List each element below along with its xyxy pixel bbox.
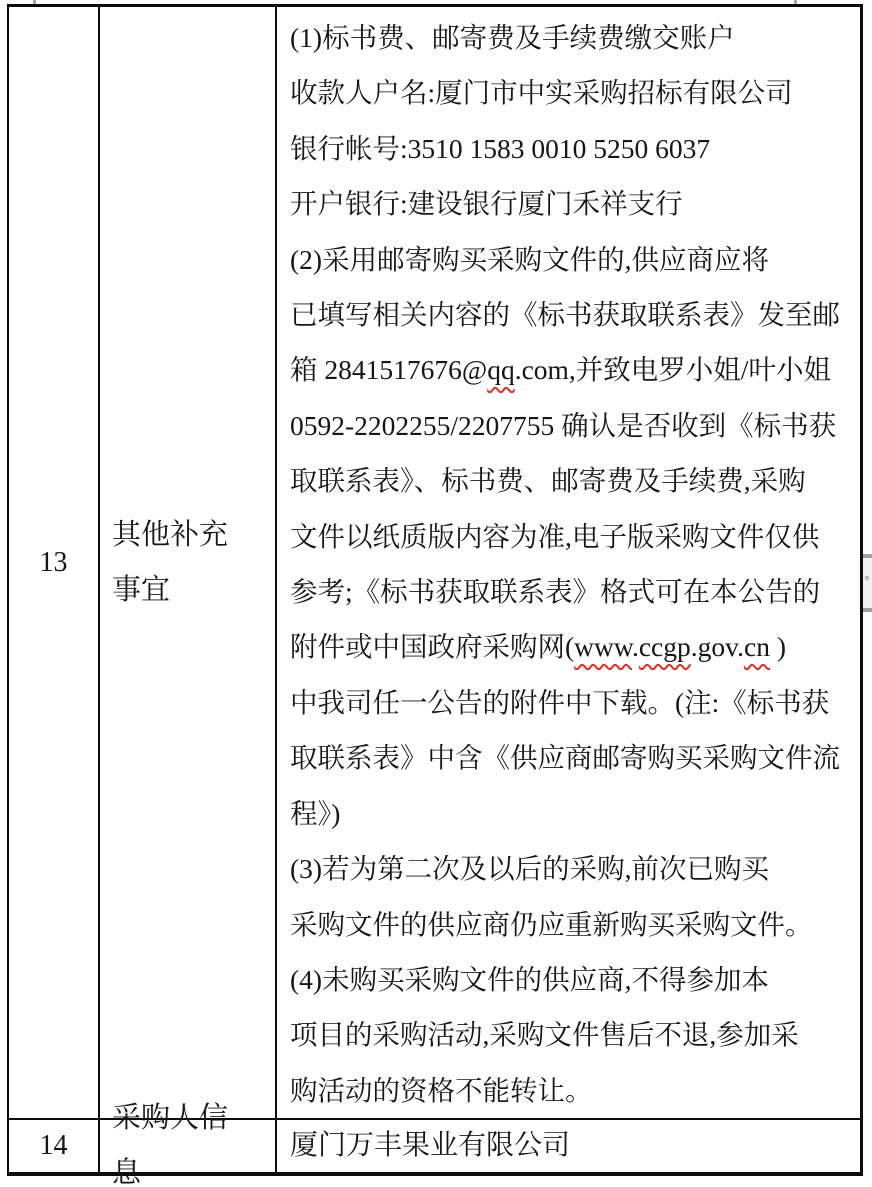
text-segment: 项目的采购活动,采购文件售后不退,参加采 [290, 1019, 799, 1051]
text-segment: 开户银行:建设银行厦门禾祥支行 [290, 188, 683, 220]
text-segment: 取联系表》中含《供应商邮寄购买采购文件流 [290, 742, 840, 774]
content-line [290, 1063, 858, 1118]
vertical-scrollbar-fragment[interactable] [863, 554, 872, 612]
text-segment: 箱 2841517676@ [290, 354, 488, 386]
row-13-number-cell [9, 7, 100, 1120]
text-segment: 中我司任一公告的附件中下载。(注:《标书获 [290, 686, 830, 718]
row-13-content-cell [277, 7, 860, 1120]
text-segment: 银行帐号:3510 1583 0010 5250 6037 [290, 132, 711, 164]
spellcheck-flagged-text: ccgp [638, 631, 691, 663]
content-line [290, 10, 858, 65]
text-segment: .gov. [690, 631, 744, 663]
content-line [290, 952, 858, 1007]
spellcheck-flagged-text: qq [487, 354, 515, 386]
content-line [290, 509, 858, 564]
text-segment: 0592-2202255/2207755 确认是否收到《标书获 [290, 409, 837, 441]
content-line [290, 65, 858, 120]
row-number: 14 [39, 1130, 68, 1161]
procurement-notice-table [7, 4, 863, 1187]
row-label: 其他补充事宜 [112, 518, 229, 606]
content-line [290, 287, 858, 342]
spellcheck-flagged-text: cn [743, 631, 770, 663]
text-segment: .com,并致电罗小姐/叶小姐 [514, 354, 831, 386]
content-line [290, 675, 858, 730]
text-segment: 附件或中国政府采购网( [290, 631, 575, 663]
row-number: 13 [39, 546, 68, 578]
text-segment: . [631, 631, 639, 663]
text-segment: 厦门万丰果业有限公司 [290, 1130, 571, 1161]
content-line [290, 342, 858, 397]
text-segment: 采购文件的供应商仍应重新购买采购文件。 [290, 908, 813, 940]
text-segment: 参考;《标书获取联系表》格式可在本公告的 [290, 576, 821, 608]
content-line [290, 176, 858, 231]
content-line [290, 619, 858, 674]
text-segment: 取联系表》、标书费、邮寄费及手续费,采购 [290, 465, 806, 497]
content-line [290, 232, 858, 287]
row-14-number-cell [9, 1120, 100, 1172]
text-segment: 程》) [290, 797, 341, 829]
row-14-label-cell [100, 1102, 277, 1187]
text-segment: (1)标书费、邮寄费及手续费缴交账户 [290, 22, 735, 53]
content-line [290, 897, 858, 952]
text-segment: 收款人户名:厦门市中实采购招标有限公司 [290, 77, 793, 109]
row-13-label-cell [100, 7, 277, 1120]
content-line [290, 453, 858, 508]
content-line [290, 121, 858, 176]
text-segment: 文件以纸质版内容为准,电子版采购文件仅供 [290, 520, 820, 552]
row-14-content-cell [277, 1120, 860, 1172]
content-line [290, 1121, 860, 1171]
content-line [290, 730, 858, 785]
text-segment: (2)采用邮寄购买采购文件的,供应商应将 [290, 243, 769, 275]
content-line [290, 786, 858, 841]
row-label: 采购人信息 [112, 1102, 229, 1187]
text-segment: ) [769, 631, 786, 663]
content-line [290, 564, 858, 619]
text-segment: 已填写相关内容的《标书获取联系表》发至邮 [290, 299, 840, 331]
scrollbar-grip-icon [865, 576, 869, 580]
text-segment: 购活动的资格不能转让。 [290, 1074, 593, 1106]
text-segment: (4)未购买采购文件的供应商,不得参加本 [290, 963, 769, 995]
content-line [290, 398, 858, 453]
spellcheck-flagged-text: www [574, 631, 632, 663]
content-line [290, 1007, 858, 1062]
content-line [290, 841, 858, 896]
text-segment: (3)若为第二次及以后的采购,前次已购买 [290, 853, 769, 885]
